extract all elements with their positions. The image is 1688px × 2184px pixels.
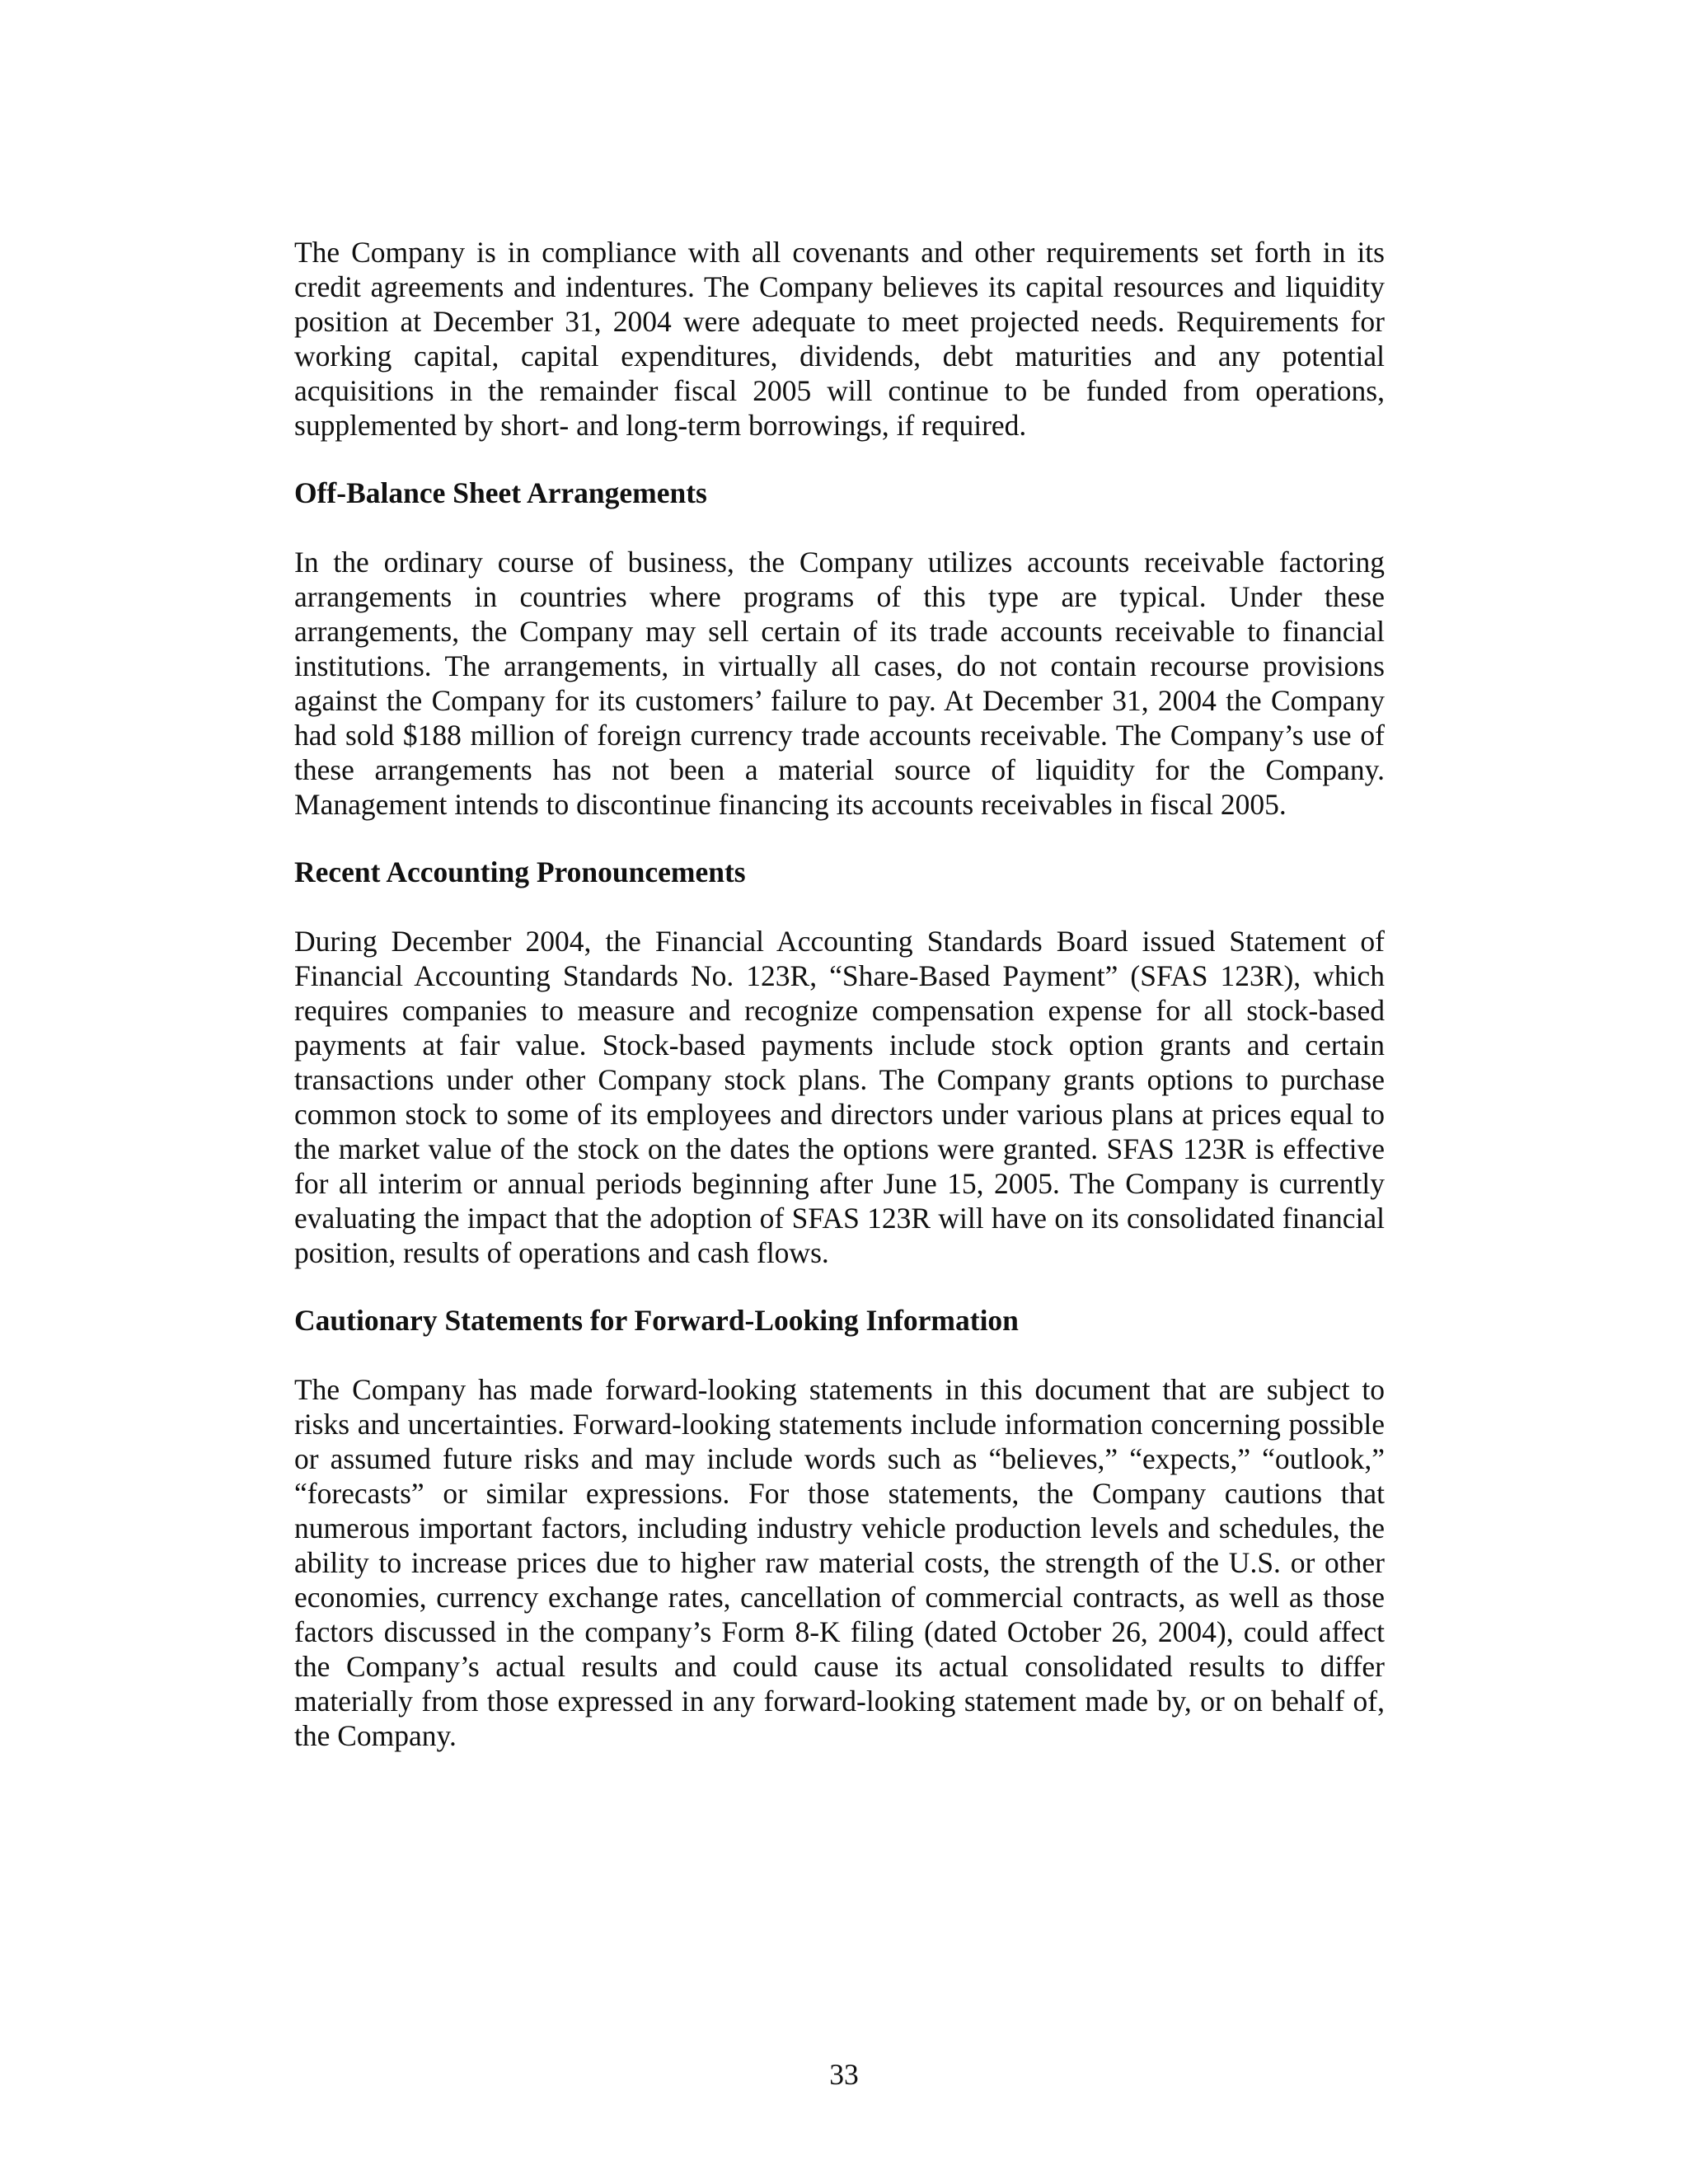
recent-accounting-heading: Recent Accounting Pronouncements: [294, 855, 746, 888]
recent-accounting-paragraph: During December 2004, the Financial Accounting Standards Board issued Statement of Financial Accounting Standards No. 123R, “Share-Based Payment” (SFAS 123R), which requires companies to measure and recognize compensation expense for all stock-based payments at fair value. Stock-based payments include stock option grants and certain transactions under other Company stock plans. The Company grants options to purchase common stock to some of its employees and directors under various plans at prices equal to the market value of the stock on the dates the options were granted. SFAS 123R is effective for all interim or annual periods beginning after June 15, 2005. The Company is currently evaluating the impact that the adoption of SFAS 123R will have on its consolidated financial position, results of operations and cash flows.: [294, 925, 1385, 1269]
cautionary-statements-heading: Cautionary Statements for Forward-Looking Information: [294, 1304, 1019, 1337]
page-content: [294, 235, 1385, 1753]
page-number: 33: [829, 2058, 859, 2091]
cautionary-statements-paragraph: The Company has made forward-looking statements in this document that are subject to risks and uncertainties. Forward-looking statements include information concerning possible or assumed future risks and may include words such as “believes,” “expects,” “outlook,” “forecasts” or similar expressions. For those statements, the Company cautions that numerous important factors, including industry vehicle production levels and schedules, the ability to increase prices due to higher raw material costs, the strength of the U.S. or other economies, currency exchange rates, cancellation of commercial contracts, as well as those factors discussed in the company’s Form 8-K filing (dated October 26, 2004), could affect the Company’s actual results and could cause its actual consolidated results to differ materially from those expressed in any forward-looking statement made by, or on behalf of, the Company.: [294, 1373, 1385, 1752]
off-balance-sheet-heading: Off-Balance Sheet Arrangements: [294, 476, 707, 509]
off-balance-sheet-paragraph: In the ordinary course of business, the Company utilizes accounts receivable factoring arrangements in countries where programs of this type are typical. Under these arrangements, the Company may sell certain of its trade accounts receivable to financial institutions. The arrangements, in virtually all cases, do not contain recourse provisions against the Company for its customers’ failure to pay. At December 31, 2004 the Company had sold $188 million of foreign currency trade accounts receivable. The Company’s use of these arrangements has not been a material source of liquidity for the Company. Management intends to discontinue financing its accounts receivables in fiscal 2005.: [294, 546, 1385, 821]
liquidity-paragraph: The Company is in compliance with all covenants and other requirements set forth in its credit agreements and indentures. The Company believes its capital resources and liquidity position at December 31, 2004 were adequate to meet projected needs. Requirements for working capital, capital expenditures, dividends, debt maturities and any potential acquisitions in the remainder fiscal 2005 will continue to be funded from operations, supplemented by short- and long-term borrowings, if required.: [294, 236, 1385, 442]
